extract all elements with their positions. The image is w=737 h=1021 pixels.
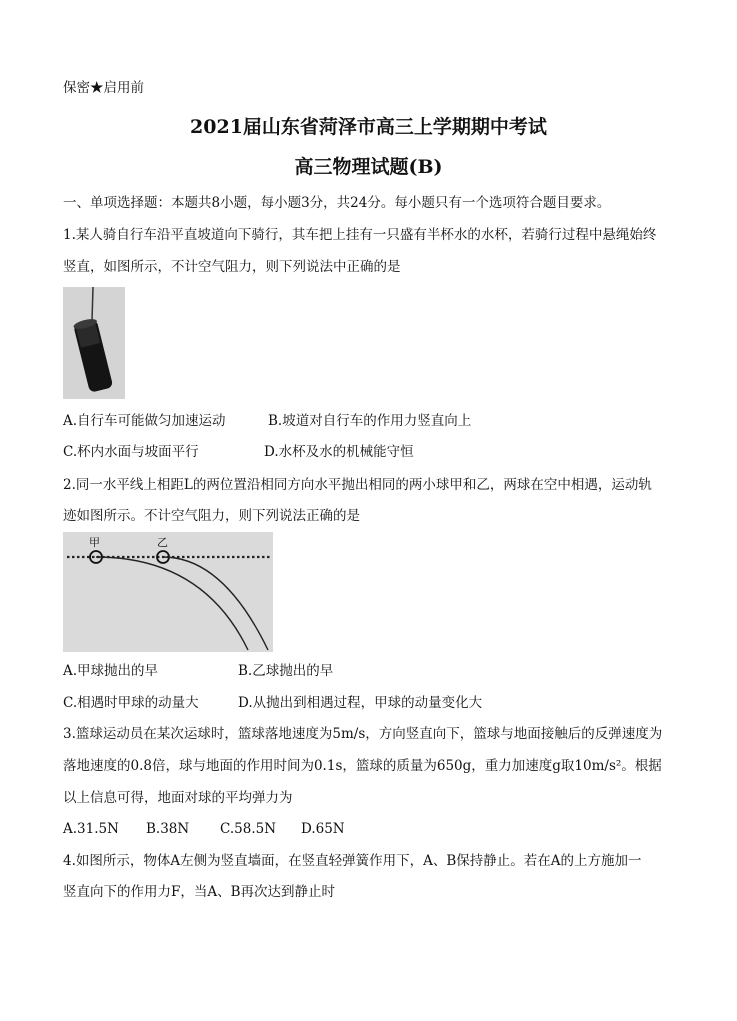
question-1-option-b: B.坡道对自行车的作用力竖直向上 — [268, 413, 472, 429]
question-3-option-a: A.31.5N — [63, 821, 119, 837]
question-1-line-2: 竖直，如图所示，不计空气阻力，则下列说法中正确的是 — [63, 259, 401, 275]
question-4-line-2: 竖直向下的作用力F，当A、B再次达到静止时 — [63, 884, 336, 900]
hanging-cup-illustration — [63, 287, 125, 399]
label-yi: 乙 — [157, 536, 168, 549]
question-1-option-d: D.水杯及水的机械能守恒 — [264, 444, 414, 460]
question-2-option-a: A.甲球抛出的早 — [63, 663, 159, 679]
question-3-option-b: B.38N — [146, 821, 190, 837]
trajectory-diagram — [63, 532, 273, 652]
question-1-option-c: C.杯内水面与坡面平行 — [63, 444, 199, 460]
question-1-option-a: A.自行车可能做匀加速运动 — [63, 413, 226, 429]
exam-title: 2021届山东省菏泽市高三上学期期中考试 — [190, 116, 547, 138]
section-heading: 一、单项选择题：本题共8小题，每小题3分，共24分。每小题只有一个选项符合题目要求。 — [63, 195, 611, 211]
question-3-line-3: 以上信息可得，地面对球的平均弹力为 — [63, 790, 293, 806]
exam-subtitle: 高三物理试题(B) — [294, 156, 443, 178]
question-1-line-1: 1.某人骑自行车沿平直坡道向下骑行，其车把上挂有一只盛有半杯水的水杯，若骑行过程中悬绳始终 — [63, 227, 657, 243]
question-2-figure-trajectories — [63, 532, 273, 652]
question-2-option-d: D.从抛出到相遇过程，甲球的动量变化大 — [238, 695, 483, 711]
confidential-mark: 保密★启用前 — [63, 80, 144, 96]
question-3-option-d: D.65N — [301, 821, 345, 837]
question-2-option-b: B.乙球抛出的早 — [238, 663, 334, 679]
question-1-figure-cup-photo — [63, 287, 125, 399]
label-jia: 甲 — [89, 536, 100, 549]
question-3-line-2: 落地速度的0.8倍，球与地面的作用时间为0.1s，篮球的质量为650g，重力加速度g取10m/s²。根据 — [63, 758, 662, 774]
question-2-option-c: C.相遇时甲球的动量大 — [63, 695, 199, 711]
question-3-option-c: C.58.5N — [220, 821, 277, 837]
question-3-line-1: 3.篮球运动员在某次运球时，篮球落地速度为5m/s，方向竖直向下，篮球与地面接触后的反弹速度为 — [63, 726, 663, 742]
question-2-line-1: 2.同一水平线上相距L的两位置沿相同方向水平抛出相同的两小球甲和乙，两球在空中相遇，运动轨 — [63, 477, 652, 493]
question-2-line-2: 迹如图所示。不计空气阻力，则下列说法正确的是 — [63, 508, 360, 524]
question-4-line-1: 4.如图所示，物体A左侧为竖直墙面，在竖直轻弹簧作用下，A、B保持静止。若在A的上方施加一 — [63, 853, 642, 869]
